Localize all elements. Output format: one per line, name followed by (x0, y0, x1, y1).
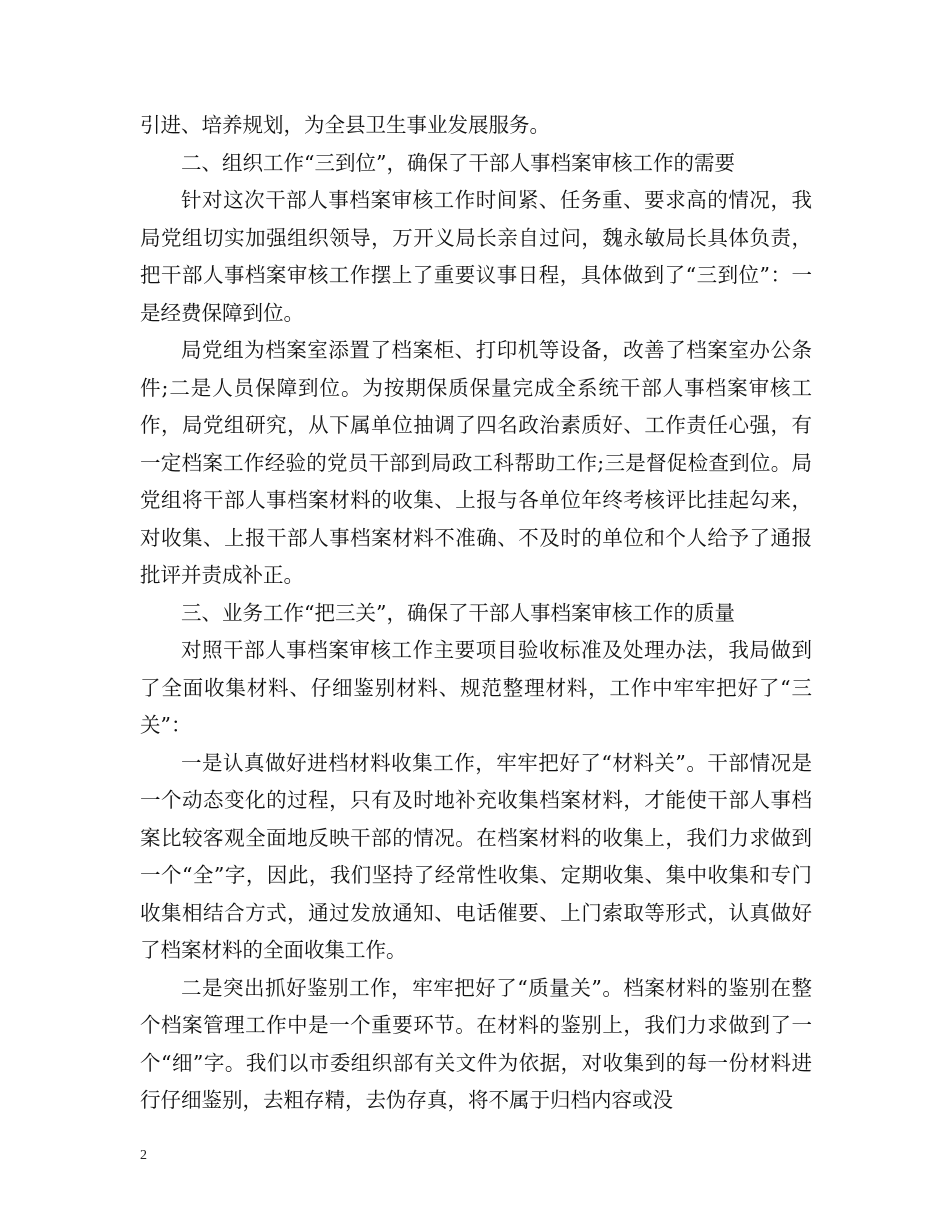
page-number: 2 (140, 1148, 147, 1163)
paragraph: 引进、培养规划，为全县卫生事业发展服务。 (140, 113, 550, 137)
section-heading-2: 二、组织工作“三到位”，确保了干部人事档案审核工作的需要 (181, 150, 735, 175)
paragraph: 局党组为档案室添置了档案柜、打印机等设备，改善了档案室办公条件;二是人员保障到位。为按期保质保量完成全系统干部人事档案审核工作，局党组研究，从下属单位抽调了四名政治素质好、工作责任心强，有一定档案工作经验的党员干部到局政工科帮助工作;三是督促检查到位。局党组将干部人事档案材料的收集、上报与各单位年终考核评比挂起勾来，对收集、上报干部人事档案材料不准确、不及时的单位和个人给予了通报批评并责成补正。 (140, 338, 812, 587)
paragraph: 针对这次干部人事档案审核工作时间紧、任务重、要求高的情况，我局党组切实加强组织领导，万开义局长亲自过问，魏永敏局长具体负责，把干部人事档案审核工作摆上了重要议事日程，具体做到了“三到位”：一是经费保障到位。 (140, 188, 812, 325)
paragraph: 二是突出抓好鉴别工作，牢牢把好了“质量关”。档案材料的鉴别在整个档案管理工作中是一个重要环节。在材料的鉴别上，我们力求做到了一个“细”字。我们以市委组织部有关文件为依据，对收集到的每一份材料进行仔细鉴别，去粗存精，去伪存真，将不属于归档内容或没 (140, 975, 812, 1112)
paragraph: 一是认真做好进档材料收集工作，牢牢把好了“材料关”。干部情况是一个动态变化的过程，只有及时地补充收集档案材料，才能使干部人事档案比较客观全面地反映干部的情况。在档案材料的收集上，我们力求做到一个“全”字，因此，我们坚持了经常性收集、定期收集、集中收集和专门收集相结合方式，通过发放通知、电话催要、上门索取等形式，认真做好了档案材料的全面收集工作。 (140, 750, 812, 962)
paragraph: 对照干部人事档案审核工作主要项目验收标准及处理办法，我局做到了全面收集材料、仔细鉴别材料、规范整理材料，工作中牢牢把好了“三关”： (140, 638, 812, 737)
document-body (140, 107, 812, 1120)
section-heading-3: 三、业务工作“把三关”，确保了干部人事档案审核工作的质量 (181, 600, 735, 625)
